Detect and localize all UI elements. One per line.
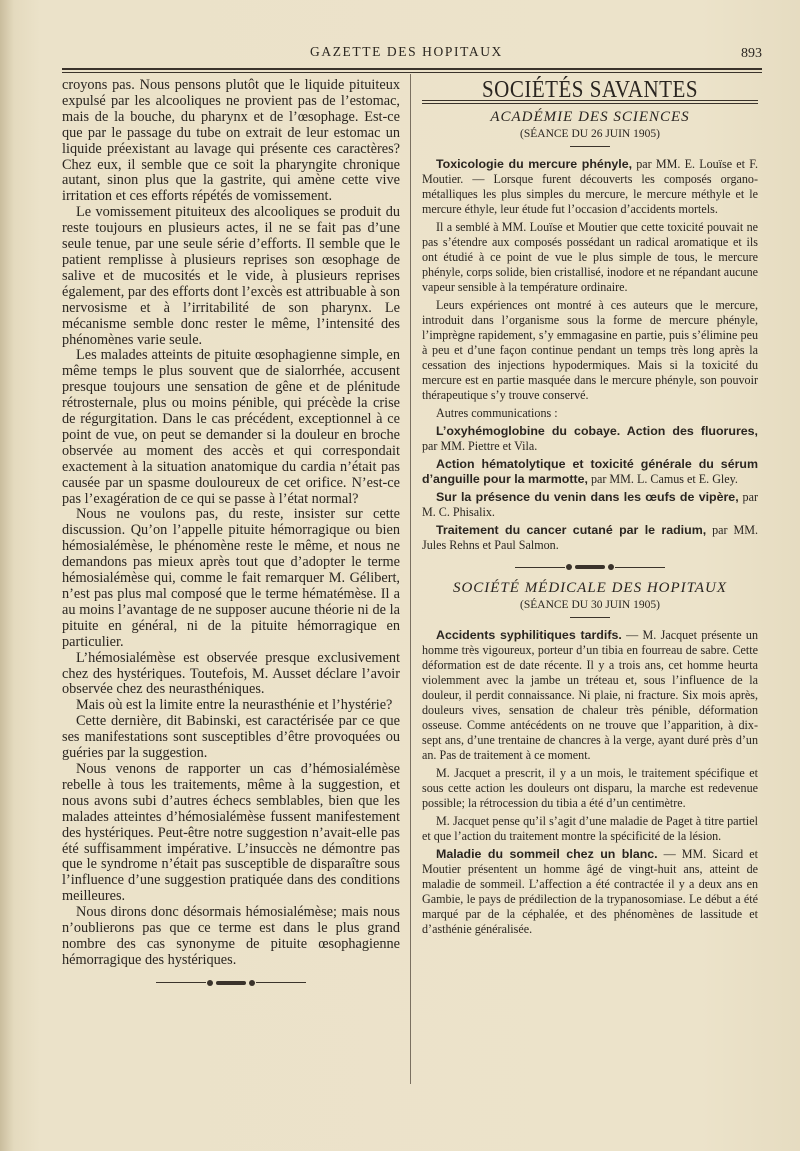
short-rule [570, 617, 610, 618]
item-text: par MM. Piettre et Vila. [422, 439, 538, 453]
ornament-divider [422, 563, 758, 571]
item-text: — MM. Sicard et Moutier présentent un homme âgé de vingt-huit ans, atteint de maladie de sommeil. L’affection a été contractée il y a deux ans en Gambie, le pays de prédilection de la trypanosomiase. Le début a été marqué par de la céphalée, et des phénomènes de lassitude et d’asthénie généralisée. [422, 847, 758, 936]
column-divider [410, 74, 411, 1084]
item-heading: Accidents syphilitiques tardifs. [436, 628, 622, 642]
item-heading: Toxicologie du mercure phényle, [436, 157, 633, 171]
paragraph: Nous venons de rapporter un cas d’hémosialémèse rebelle à tous les traitements, même à la suggestion, et nous avons subi d’autres échecs semblables, bien que les malades atteintes d’hémosialémèse fussent manifestement des hystériques. Peut-être notre suggestion n’avait-elle pas été suffisamment impérative. L’insuccès ne démontre pas que le syndrome n’était pas susceptible de disparaître sous l’influence d’une suggestion pratiquée dans des conditions meilleures. [62, 760, 400, 905]
communication-item [422, 457, 758, 487]
item-heading: Traitement du cancer cutané par le radium, [436, 523, 707, 537]
paragraph: M. Jacquet pense qu’il s’agit d’une maladie de Paget à titre partiel et que l’action du traitement montre la spécificité de la lésion. [422, 814, 758, 843]
item-text: par MM. E. Louïse et F. Moutier. — Lorsque furent découverts les composés organo-métalliques les plus simples du mercure, le mercure méthyle et le mercure éthyle, leur étude fut l’occasion d’accidents mortels. [422, 157, 758, 216]
communication-item [422, 157, 758, 217]
item-text: — M. Jacquet présente un homme très vigoureux, porteur d’un tibia en fourreau de sabre. Cette déformation est de date récente. Il y a trois ans, cet homme heurta violemment avec la jambe un tréteau et, sous l’influence de la douleur, il perdit connaissance. Ni plaie, ni fracture. Six mois après, douleurs vives, sensation de chaleur très pénible, déformation osseuse. Comme antécédents on ne trouve que l’apparition, à dix-sept ans, d’une trentaine de chancres à la verge, ayant duré près d’un an. Pas de traitement à ce moment. [422, 628, 758, 762]
item-text: par MM. L. Camus et E. Gley. [587, 472, 738, 486]
society-title-medicale: SOCIÉTÉ MÉDICALE DES HOPITAUX [452, 580, 728, 596]
paragraph: Mais où est la limite entre la neurasthénie et l’hystérie? [76, 697, 393, 714]
session-date: (SÉANCE DU 26 JUIN 1905) [520, 128, 660, 140]
paragraph: Le vomissement pituiteux des alcooliques se produit du reste toujours en plusieurs actes, il ne se fait pas d’une seule tenue, par une seule série d’efforts. Il semble que le patient remplisse à plusieurs reprises son œsophage de salive et de mucosités et le vide, à plusieurs reprises également, par des efforts dont l’excès est attribuable à son nervosisme et à l’irritabilité de son pharynx. Le mécanisme semble donc rester le même, l’intensité des phénomènes varie seule. [62, 204, 400, 348]
paragraph: Il a semblé à MM. Louïse et Moutier que cette toxicité pouvait ne pas s’étendre aux composés possédant un radical aromatique et ils ont étudié à ce point de vue le plus simple de tous, le mercure phényle, corps solide, bien cristallisé, inodore et ne répandant aucune vapeur sensible à la température ordinaire. [422, 220, 758, 294]
paragraph: Les malades atteints de pituite œsophagienne simple, en même temps le plus souvent que de sialorrhée, accusent presque toujours une sensation de gêne et de plénitude rétrosternale, plus ou moins pénible, qui précède la crise de régurgitation. Dans le cas précédent, exceptionnel à ce point de vue, on peut se demander si la douleur en broche observée au moment des accès et qui correspondait exactement à la situation anatomique du cardia n’était pas causée par un spasme douloureux de cet orifice. N’est-ce pas l’exagération de ce qui se passe à l’état normal? [62, 347, 400, 507]
left-column [62, 78, 400, 987]
ornament-divider [62, 979, 400, 987]
paragraph: croyons pas. Nous pensons plutôt que le liquide pituiteux expulsé par les alcooliques ne provient pas de l’estomac, mais de la bouche, du pharynx et de l’œsophage. Est-ce que par le passage du tube on extrait de leur estomac un liquide préexistant au lavage qui présente ces caractères? Chez eux, il semble que ce soit la pharyngite chronique autant, sinon plus que la gastrite, qui amène cette vive irritation et ces efforts répétés de vomissement. [62, 77, 400, 205]
paragraph: M. Jacquet a prescrit, il y a un mois, le traitement spécifique et sous cette action les douleurs ont disparu, la marche est redevenue possible; la rétrocession du tibia a été d’un centimètre. [422, 766, 758, 810]
item-heading: Action hématolytique et toxicité générale du sérum d’anguille pour la marmotte, [422, 457, 758, 486]
communication-item [422, 490, 758, 520]
short-rule [570, 146, 610, 147]
society-title-academie: ACADÉMIE DES SCIENCES [490, 109, 690, 125]
item-heading: Maladie du sommeil chez un blanc. [436, 847, 658, 861]
item-heading: L’oxyhémoglobine du cobaye. Action des fluorures, [436, 424, 758, 438]
page-header [60, 44, 760, 68]
communication-item [422, 847, 758, 937]
page-number: 893 [741, 46, 762, 61]
paragraph: Leurs expériences ont montré à ces auteurs que le mercure, introduit dans l’organisme sous la forme de mercure phényle, l’imprègne rapidement, s’y emmagasine en partie, puis s’élimine peu à peu et d’une façon continue pendant un temps très long après la cessation des injections hypodermiques. Mais si la toxicité du mercure est en partie masquée dans le mercure phényle, son pouvoir thérapeutique s’y trouve conservé. [422, 298, 758, 402]
communication-item [422, 523, 758, 553]
paragraph: Nous ne voulons pas, du reste, insister sur cette discussion. Qu’on l’appelle pituite hémorragique ou bien hémosialémèse, le phénomène reste le même, et nous ne demandons pas mieux après tout que d’adopter le terme hémosialémèse qui, comme le fait remarquer M. Gélibert, n’est pas plus mal composé que le terme hématémèse. Il a au moins l’avantage de ne supposer aucune théorie ni de la pituite en général, ni de la pituite hémorragique en particulier. [62, 506, 400, 650]
item-text: par M. C. Phisalix. [422, 490, 758, 519]
header-rule [62, 68, 762, 70]
item-heading: Sur la présence du venin dans les œufs de vipère, [436, 490, 739, 504]
running-title: GAZETTE DES HOPITAUX [310, 44, 503, 59]
section-title: SOCIÉTÉS SAVANTES [481, 75, 699, 103]
header-rule-thin [62, 72, 762, 73]
right-column [422, 75, 758, 940]
item-text: par MM. Jules Rehns et Paul Salmon. [422, 523, 758, 552]
session-date: (SÉANCE DU 30 JUIN 1905) [520, 599, 660, 611]
communication-item [422, 424, 758, 454]
paragraph: Nous dirons donc désormais hémosialémèse; mais nous n’oublierons pas que ce terme est dans le plus grand nombre des cas synonyme de pituite œsophagienne hémorragique des hystériques. [62, 904, 400, 968]
paragraph: L’hémosialémèse est observée presque exclusivement chez des hystériques. Toutefois, M. Ausset déclare l’avoir observée chez des neurasthéniques. [62, 649, 400, 698]
paragraph: Cette dernière, dit Babinski, est caractérisée par ce que ses manifestations sont susceptibles d’être provoquées ou guéries par la suggestion. [62, 713, 400, 762]
other-communications-label: Autres communications : [436, 406, 558, 420]
communication-item [422, 628, 758, 763]
